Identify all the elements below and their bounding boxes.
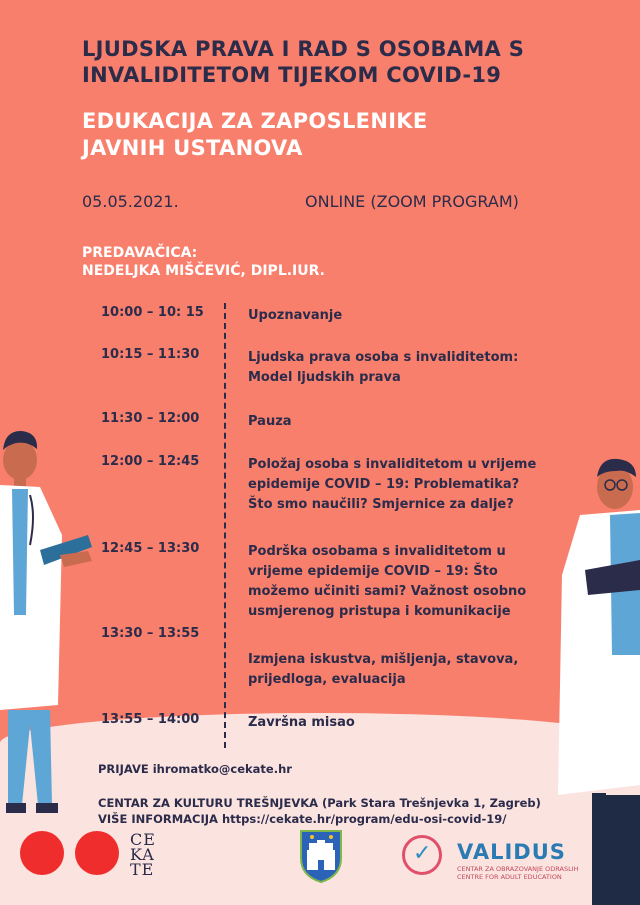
- event-title: [82, 36, 602, 88]
- schedule-time: 12:00 – 12:45: [101, 454, 200, 469]
- cekate-logo-line: KA: [130, 845, 155, 864]
- event-title-line: INVALIDITETOM TIJEKOM COVID-19: [82, 63, 502, 87]
- schedule-description: Završna misao: [248, 715, 355, 730]
- schedule-time: 12:45 – 13:30: [101, 541, 200, 556]
- validus-logo-mark: ✓: [413, 841, 432, 866]
- doctor-right-illustration: [540, 455, 640, 905]
- event-date: 05.05.2021.: [82, 192, 179, 211]
- schedule-time: 13:55 – 14:00: [101, 712, 200, 727]
- red-dot-icon: [75, 831, 119, 875]
- doctor-left-illustration: [0, 425, 100, 825]
- schedule-time: 10:15 – 11:30: [101, 347, 200, 362]
- cekate-logo-line: TE: [130, 860, 155, 879]
- registration-info: PRIJAVE ihromatko@cekate.hr: [98, 762, 292, 776]
- schedule-time: 10:00 – 10: 15: [101, 305, 204, 320]
- schedule-time: 11:30 – 12:00: [101, 411, 200, 426]
- schedule-description: Ljudska prava osoba s invaliditetom: Model ljudskih prava: [248, 350, 519, 385]
- red-dot-icon: [20, 831, 64, 875]
- more-info-link[interactable]: VIŠE INFORMACIJA https://cekate.hr/program/edu-osi-covid-19/: [98, 812, 507, 826]
- validus-logo-name: VALIDUS: [457, 840, 566, 864]
- timeline-divider: [224, 303, 226, 748]
- venue-info: CENTAR ZA KULTURU TREŠNJEVKA (Park Stara Trešnjevka 1, Zagreb): [98, 796, 541, 810]
- event-subtitle-line: EDUKACIJA ZA ZAPOSLENIKE: [82, 109, 428, 133]
- schedule-description: Izmjena iskustva, mišljenja, stavova, prijedloga, evaluacija: [248, 652, 519, 687]
- cekate-logo: [130, 832, 156, 877]
- schedule-time: 13:30 – 13:55: [101, 626, 200, 641]
- schedule-description: Podrška osobama s invaliditetom u vrijeme epidemije COVID – 19: Što možemo učiniti sami? Važnost osobno usmjerenog pristupa i komunikacije: [248, 544, 527, 619]
- validus-logo-tagline: [457, 865, 617, 881]
- event-subtitle-line: JAVNIH USTANOVA: [82, 136, 303, 160]
- event-title-line: LJUDSKA PRAVA I RAD S OSOBAMA S: [82, 37, 525, 61]
- validus-tagline-line: CENTRE FOR ADULT EDUCATION: [457, 873, 562, 881]
- event-mode: ONLINE (ZOOM PROGRAM): [305, 192, 519, 211]
- schedule-description: Pauza: [248, 414, 292, 429]
- event-subtitle: [82, 108, 562, 162]
- lecturer-block: [82, 244, 325, 280]
- validus-tagline-line: CENTAR ZA OBRAZOVANJE ODRASLIH: [457, 865, 579, 873]
- lecturer-name: NEDELJKA MIŠČEVIĆ, DIPL.IUR.: [82, 263, 325, 279]
- cekate-logo-line: CE: [130, 830, 156, 849]
- schedule-description: Položaj osoba s invaliditetom u vrijeme epidemije COVID – 19: Problematika? Što smo naučili? Smjernice za dalje?: [248, 457, 537, 512]
- schedule-description: Upoznavanje: [248, 308, 343, 323]
- zagreb-coat-of-arms-icon: [298, 828, 344, 884]
- lecturer-label: PREDAVAČICA:: [82, 245, 198, 261]
